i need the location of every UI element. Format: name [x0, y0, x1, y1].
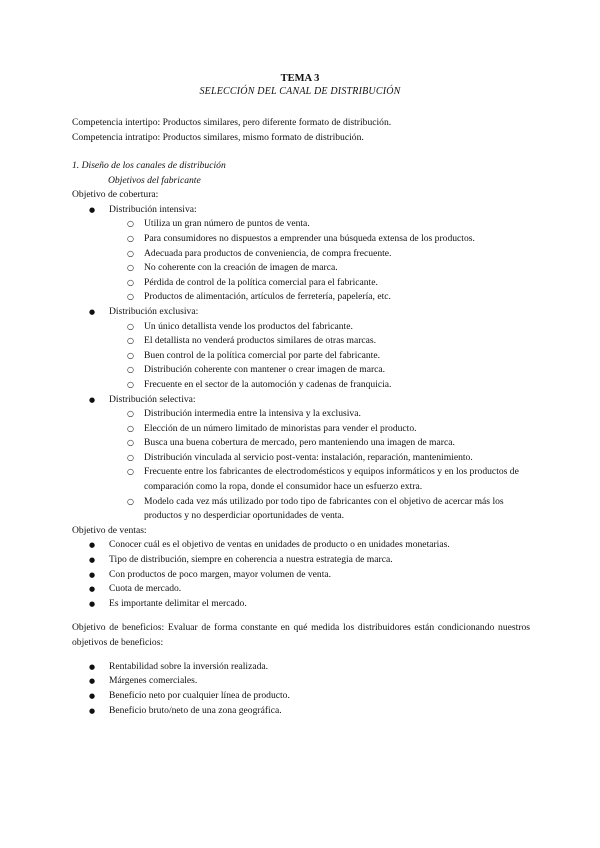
list-item: ○ Adecuada para productos de conveniencia, de compra frecuente.: [72, 247, 530, 262]
list-item: ● Con productos de poco margen, mayor volumen de venta.: [72, 568, 530, 583]
list-item: ○ Buen control de la política comercial por parte del fabricante.: [72, 349, 530, 364]
list-item: ○ Frecuente en el sector de la automoción y cadenas de franquicia.: [72, 378, 530, 393]
list-item: ○ No coherente con la creación de imagen de marca.: [72, 261, 530, 276]
list-item: [72, 393, 530, 408]
list-item: ● Tipo de distribución, siempre en coherencia a nuestra estrategia de marca.: [72, 553, 530, 568]
list-item: ○ Pérdida de control de la política comercial para el fabricante.: [72, 276, 530, 291]
list-item: ● Beneficio bruto/neto de una zona geográfica.: [72, 704, 530, 719]
list-item: ○ Para consumidores no dispuestos a emprender una búsqueda extensa de los productos.: [72, 232, 530, 247]
cobertura-label: Objetivo de cobertura:: [72, 189, 159, 201]
list-item: ● Es importante delimitar el mercado.: [72, 597, 530, 612]
group-title: Distribución exclusiva:: [109, 305, 199, 317]
section-heading: 1. Diseño de los canales de distribución: [72, 160, 226, 171]
list-item: ○ Distribución coherente con mantener o crear imagen de marca.: [72, 363, 530, 378]
intro-block: [72, 116, 532, 145]
section-subheading: Objetivos del fabricante: [108, 174, 201, 186]
group-title: Distribución selectiva:: [109, 393, 196, 405]
document-title: TEMA 3: [280, 73, 320, 84]
list-item: ○ Frecuente entre los fabricantes de electrodomésticos y equipos informáticos y en los productos de comparación como la ropa, donde el consumidor hace un esfuerzo extra.: [72, 465, 530, 494]
list-item: ○ Productos de alimentación, artículos de ferretería, papelería, etc.: [72, 290, 530, 305]
group-title: Distribución intensiva:: [109, 203, 197, 215]
list-item: [72, 203, 530, 218]
list-item: ● Cuota de mercado.: [72, 582, 530, 597]
list-item: ● Márgenes comerciales.: [72, 674, 530, 689]
list-item: ○ Elección de un número limitado de minoristas para vender el producto.: [72, 422, 530, 437]
list-item: ○ Distribución intermedia entre la intensiva y la exclusiva.: [72, 407, 530, 422]
list-item: [72, 305, 530, 320]
intro-line: Competencia intratipo: Productos similares, mismo formato de distribución.: [72, 131, 364, 143]
list-item: ○ Distribución vinculada al servicio post-venta: instalación, reparación, mantenimiento.: [72, 451, 530, 466]
list-item: ○ Busca una buena cobertura de mercado, pero manteniendo una imagen de marca.: [72, 436, 530, 451]
cobertura-list: [72, 203, 530, 524]
document-subtitle: SELECCIÓN DEL CANAL DE DISTRIBUCIÓN: [199, 86, 401, 97]
ventas-label: Objetivo de ventas:: [72, 524, 147, 536]
list-item: ● Conocer cuál es el objetivo de ventas en unidades de producto o en unidades monetarias.: [72, 538, 530, 553]
list-item: ● Beneficio neto por cualquier línea de producto.: [72, 689, 530, 704]
beneficios-label: Objetivo de beneficios: Evaluar de forma constante en qué medida los distribuidores están condicionando nuestros objetivos de beneficios:: [72, 622, 530, 648]
beneficios-list: [72, 660, 530, 718]
list-item: ● Rentabilidad sobre la inversión realizada.: [72, 660, 530, 675]
ventas-list: [72, 538, 530, 611]
list-item: ○ El detallista no venderá productos similares de otras marcas.: [72, 334, 530, 349]
list-item: ○ Utiliza un gran número de puntos de venta.: [72, 217, 530, 232]
intro-line: Competencia intertipo: Productos similares, pero diferente formato de distribución.: [72, 117, 392, 128]
list-item: ○ Modelo cada vez más utilizado por todo tipo de fabricantes con el objetivo de acercar más los productos y no desperdiciar oportunidades de venta.: [72, 495, 530, 524]
section-body: [72, 159, 530, 718]
list-item: ○ Un único detallista vende los productos del fabricante.: [72, 320, 530, 335]
